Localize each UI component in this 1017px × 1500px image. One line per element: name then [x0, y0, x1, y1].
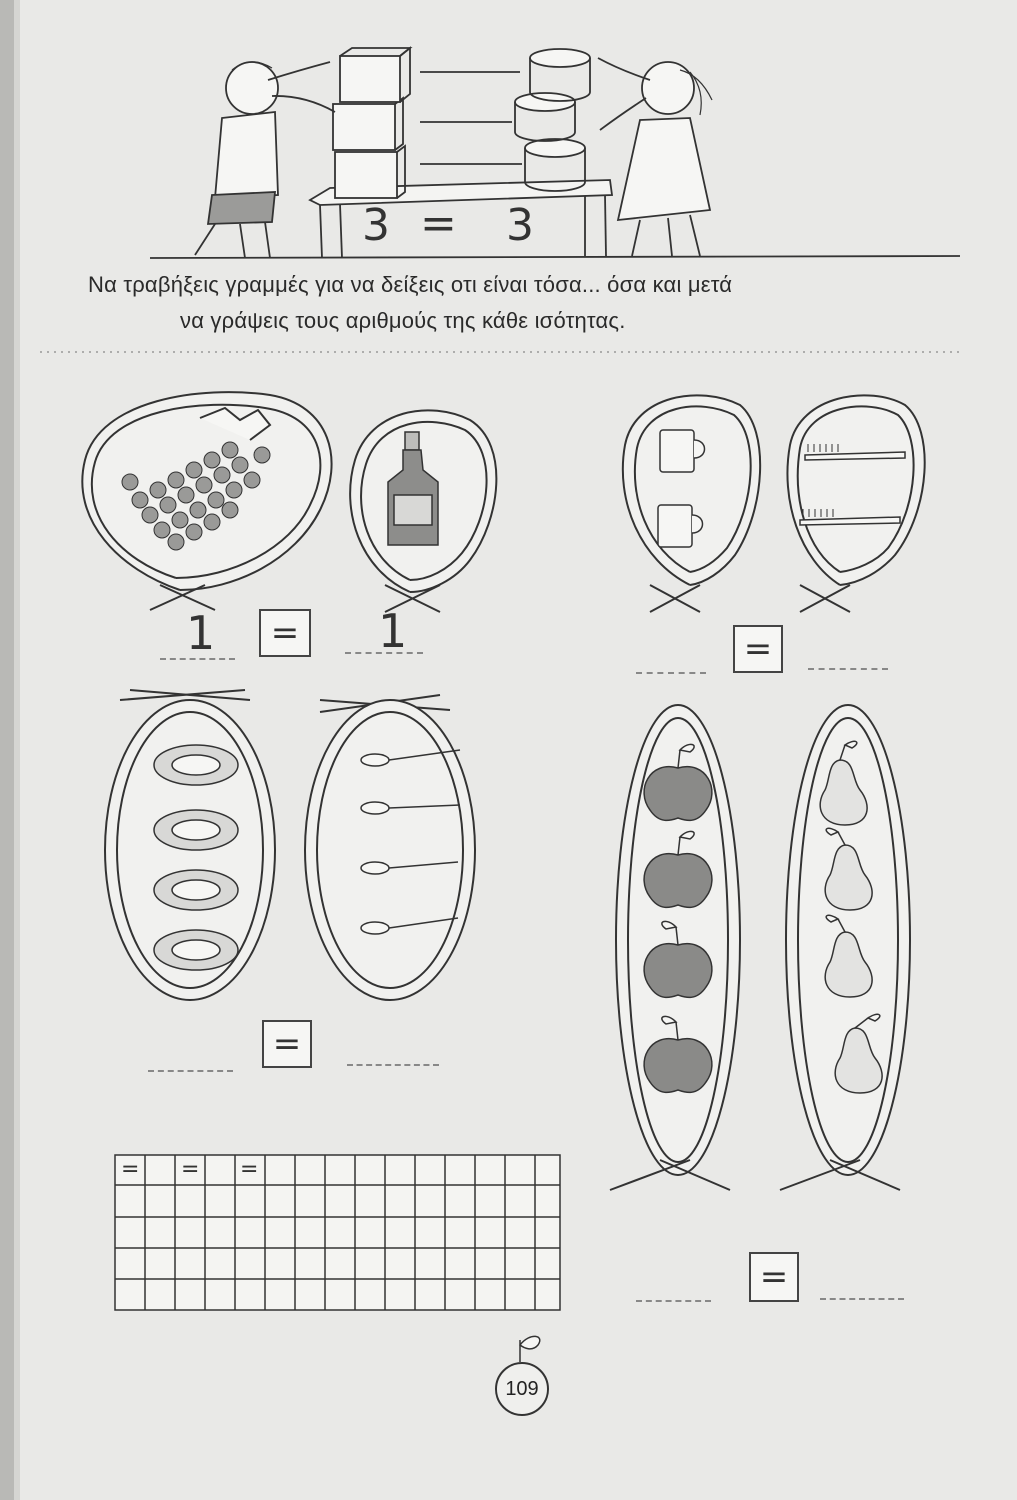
- leaf-icon: [520, 1336, 540, 1362]
- exercise-cups-brushes: [623, 395, 925, 612]
- exercise-grapes-bottle: [82, 392, 496, 612]
- plates-answer-blank[interactable]: [148, 1070, 233, 1072]
- top-illustration: [150, 48, 960, 258]
- example-equals-sign: =: [420, 198, 457, 249]
- instruction-line-1: Να τραβήξεις γραμμές για να δείξεις οτι είναι τόσα... όσα και μετά: [88, 272, 733, 297]
- bottle-answer: 1: [378, 604, 408, 658]
- brushes-answer-blank[interactable]: [808, 668, 888, 670]
- page-number: 109: [495, 1362, 549, 1416]
- exercise-plates-spoons: [105, 690, 475, 1000]
- spoons-answer-blank[interactable]: [347, 1064, 439, 1066]
- grid-equals-sign: =: [240, 1157, 259, 1182]
- grid-equals-sign: =: [181, 1157, 200, 1182]
- apples-pears-equals-box: =: [749, 1252, 799, 1302]
- apples-answer-blank[interactable]: [636, 1300, 711, 1302]
- example-left-number: 3: [362, 200, 390, 251]
- grapes-answer-blank[interactable]: [160, 658, 235, 660]
- plates-spoons-equals-box: =: [262, 1020, 312, 1068]
- grapes-answer: 1: [186, 606, 216, 660]
- grapes-bottle-equals-box: =: [259, 609, 311, 657]
- bottle-answer-blank[interactable]: [345, 652, 423, 654]
- exercise-apples-pears: [610, 705, 910, 1190]
- grid-equals-sign: =: [121, 1157, 140, 1182]
- cups-brushes-equals-box: =: [733, 625, 783, 673]
- example-right-number: 3: [506, 200, 534, 251]
- instruction-line-2: να γράψεις τους αριθμούς της κάθε ισότητας.: [180, 308, 626, 333]
- cups-answer-blank[interactable]: [636, 672, 706, 674]
- pears-answer-blank[interactable]: [820, 1298, 904, 1300]
